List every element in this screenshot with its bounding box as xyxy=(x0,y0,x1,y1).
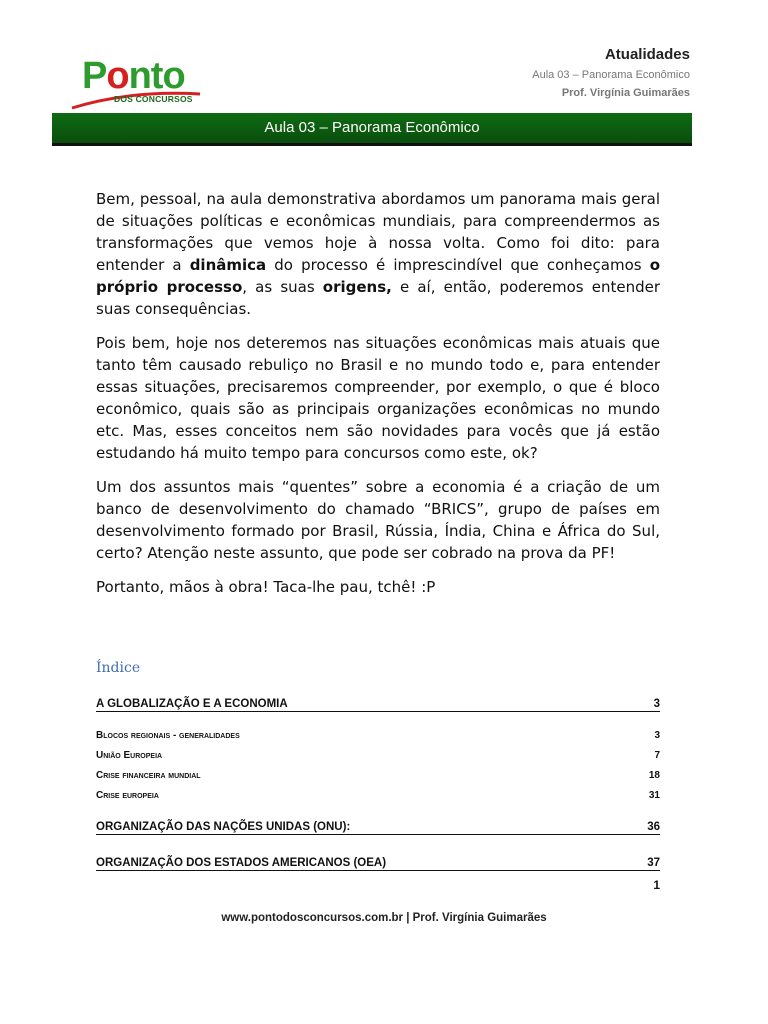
emphasis-text: o próprio processo xyxy=(96,256,661,296)
intro-text xyxy=(96,188,660,610)
page-number: 1 xyxy=(653,878,660,892)
text-run: do processo é imprescindível que conheçamos xyxy=(266,256,650,274)
lesson-subtitle: Aula 03 – Panorama Econômico xyxy=(532,69,690,81)
document-header xyxy=(532,44,690,102)
toc-entry-label: Blocos regionais - generalidades xyxy=(96,730,240,741)
toc-entry[interactable] xyxy=(96,766,660,786)
toc-entry[interactable] xyxy=(96,821,660,835)
toc-entry-page: 7 xyxy=(654,750,660,761)
logo-subtitle: DOS CONCURSOS xyxy=(114,94,193,104)
index-title: Índice xyxy=(96,660,141,676)
toc-entry-label: União Europeia xyxy=(96,750,163,761)
text-run: e aí, então, poderemos entender suas consequências. xyxy=(96,278,660,318)
toc-entry-label: ORGANIZAÇÃO DOS ESTADOS AMERICANOS (OEA) xyxy=(96,857,387,869)
page-footer: www.pontodosconcursos.com.br | Prof. Virgínia Guimarães xyxy=(221,912,547,924)
paragraph-4: Portanto, mãos à obra! Taca-lhe pau, tchê! :P xyxy=(96,578,436,596)
toc-entry-page: 18 xyxy=(648,770,660,781)
toc-entry-label: Crise financeira mundial xyxy=(96,770,201,781)
professor-name: Prof. Virgínia Guimarães xyxy=(561,87,690,99)
toc-entry[interactable] xyxy=(96,698,660,712)
paragraph-3: Um dos assuntos mais “quentes” sobre a economia é a criação de um banco de desenvolvimento do chamado “BRICS”, grupo de países em desenvolvimento formado por Brasil, Rússia, Índia, China e África do Sul, certo? Atenção neste assunto, que pode ser cobrado na prova da PF! xyxy=(96,478,660,562)
toc-entry-label: Crise europeia xyxy=(96,790,159,801)
ponto-logo xyxy=(70,56,210,112)
toc-entry[interactable] xyxy=(96,857,660,871)
emphasis-text: dinâmica xyxy=(189,256,267,274)
paragraph-2: Pois bem, hoje nos deteremos nas situações econômicas mais atuais que tanto têm causado rebuliço no Brasil e no mundo todo e, para entender essas situações, precisaremos compreender, por exemplo, o que é bloco econômico, quais são as principais organizações econômicas no mundo etc. Mas, esses conceitos nem são novidades para vocês que já estão estudando há muito tempo para concursos como este, ok? xyxy=(96,334,660,462)
lesson-banner: Aula 03 – Panorama Econômico xyxy=(52,113,692,146)
toc-entry-page: 37 xyxy=(647,857,660,869)
toc-entry-label: ORGANIZAÇÃO DAS NAÇÕES UNIDAS (ONU): xyxy=(96,821,351,833)
emphasis-text: origens, xyxy=(322,278,392,296)
toc-entry[interactable] xyxy=(96,786,660,806)
toc-entry-page: 36 xyxy=(647,821,660,833)
text-run: , as suas xyxy=(242,278,323,296)
paragraph-1 xyxy=(96,188,660,320)
toc-entry[interactable] xyxy=(96,746,660,766)
toc-entry-page: 31 xyxy=(648,790,660,801)
text-run: Bem, pessoal, na aula demonstrativa abordamos um panorama mais geral de situações políticas e econômicas mundiais, para compreendermos as transformações que vemos hoje à nossa volta. Como foi dito: para entender a xyxy=(96,190,660,274)
logo-wordmark: Ponto xyxy=(82,55,185,97)
subject-title: Atualidades xyxy=(604,46,690,63)
toc-entry-label: A GLOBALIZAÇÃO E A ECONOMIA xyxy=(96,698,288,710)
toc-entry[interactable] xyxy=(96,726,660,746)
toc-entry-page: 3 xyxy=(653,698,660,710)
toc-entry-page: 3 xyxy=(654,730,660,741)
